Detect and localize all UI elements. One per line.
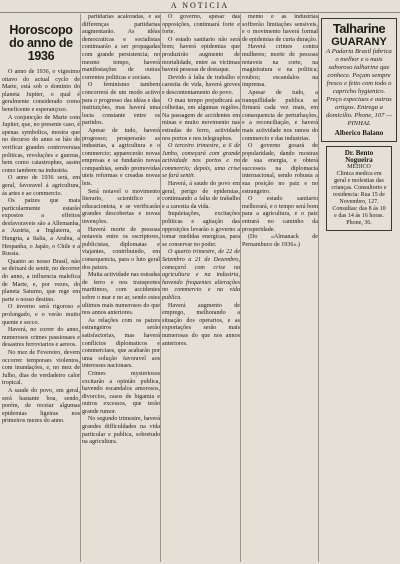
article-paragraph: Apesar de tudo, haverá progresso; prosperarão as industrias, a agricultura e o commercio; apparecerão novas empresas e se fundarão novas companhias, sendo promovidas uteis reformas e creadas novas leis. — [82, 127, 160, 188]
ad-subtitle: GUARANY — [331, 36, 387, 48]
column-4 — [242, 14, 318, 562]
article-paragraph: O anno de 1936 será, em geral, favoravel á agricultura, ás artes e ao commercio. — [2, 175, 80, 197]
ad-owner: Alberico Balano — [334, 129, 384, 137]
article-paragraph: O feminismo tambem concorrerá de um modo activo para o progresso das idéas e das instituições, mas haverá uma lucta constante entre os partidos. — [82, 82, 160, 127]
article-paragraph: O mau tempo prejudicará as colheitas, em algumas regiões. Na passagem de accidentes em minas e muito movimento nas estradas de ferro, actividade nos portos e nos telegraphos. — [162, 97, 240, 142]
article-source: (Do «Almanack de Pernambuco de 1936».) — [242, 234, 318, 248]
article-paragraph: Quanto ao nosso Brasil, não se deixará de sentir, no decorrer do anno, a influencia malefica de Marte, e, por vezes, do planeta Saturno, que rege em parte o nosso destino. — [2, 258, 80, 303]
doctor-name: Dr. Bento Nogueira — [344, 148, 374, 164]
article-paragraph: Haverá augmento de emprego, melhorando a situação dos operarios, e as exportações serão mais numerosas do que nos annos anteriores. — [162, 302, 240, 347]
article-paragraph: No mez de Fevereiro, devem occorrer temporaes violentos, com inundações, e, no mez de Julho, dias de verdadeiro calor tropical. — [2, 349, 80, 387]
article-paragraph: Devido á falta de trabalho e carestia de vida, haverá greves e descontentamento do povo. — [162, 74, 240, 96]
column-rule — [160, 14, 161, 562]
masthead: A NOTICIA — [0, 0, 400, 13]
article-paragraph: O estado sanitario melhorará, e o tempo será bom para a agricultura, e o paiz entrará no caminho da prosperidade. — [242, 196, 318, 233]
article-paragraph: O inverno será rigoroso e prolongado, e o verão muito quente e secco. — [2, 304, 80, 326]
article-paragraph: O quarto trimestre, de 22 de Setembro a 21 de Dezembro, começará com crise na agricultura e na industria, havendo frequentes alterações no commercio e na vida publica. — [162, 249, 240, 301]
article-paragraph: Haverá crimes contra mulheres; morte de pessoas notaveis na corte, na magistratura e na politica; roubos; escandalos na imprensa. — [242, 44, 318, 89]
article-paragraph: O estado sanitario não será bom; haverá epidemias que produzirão augmento de mortalidade, entre as victimas haverá pessoas de destaque. — [162, 36, 240, 74]
column-2 — [82, 14, 160, 562]
article-paragraph: Apesar de tudo, a tranquillidade publica se firmará cada vez mais, em consequencia de perturbações, e a reconciliação, e haverá mais actividade nos ramos do commercio e das industrias. — [242, 89, 318, 142]
article-paragraph: O governo, apesar das opposições, continuará forte e forte. — [162, 14, 240, 36]
article-paragraph: Haverá morte de pessoas notaveis entre os escriptores, publicistas, diplomatas e viajantes, contribuindo, em consequencia, para o luto geral dos paizes. — [82, 226, 160, 271]
column-rule — [240, 14, 241, 562]
article-paragraph: partidarias acaloradas, e as differenças partidarias augmentarão. As idéas democraticas e socialistas continuarão a ser propagadas com grande persistencia; no mesmo tempo, haverá manifestações de outras correntes politicas e sociaes. — [82, 14, 160, 81]
article-paragraph: O terceiro trimestre, a 6 de Junho, começará com grande actividade nos portos e no commercio; depois, uma crise se fará sentir. — [162, 143, 240, 180]
article-paragraph: No segundo trimestre, haverá grandes difficuldades na vida particular e publica, sobretudo na agricultura. — [82, 416, 160, 446]
article-paragraph: Muita actividade nas estradas de ferro e nos transportes maritimos, com accidentes sobre o mar e no ar, sendo estes ultimos mais numerosos do que nos annos anteriores. — [82, 272, 160, 317]
article-paragraph: Inquietações, excitações politicas e agitação das opposições levarão o governo a tomar medidas energicas, para se conservar no poder. — [162, 211, 240, 248]
article-headline: Horoscopo do anno de 1936 — [9, 23, 73, 63]
doctor-details: Clinica medica em geral e molestias das crianças. Consultorio e residencia: Rua 15 de Novembro, 127. Consultas: das 8 ás 10 e das 14 ás 16 horas. Phone, 36. — [331, 170, 387, 226]
column-rule — [80, 14, 81, 562]
doctor-advertisement — [326, 146, 392, 231]
ad-body: A Padaria Brasil fabrica o melhor e o mais saboroso talharine que conhece. Peçam sempre fresco e feito com todo o capricho hygienico. Preço especiaes e outras artigos. Entrega a domicilio. Phone, 107 — PINHAL — [326, 48, 392, 127]
column-5-ads — [320, 14, 398, 562]
column-rule — [318, 14, 319, 562]
column-3 — [162, 14, 240, 562]
ad-title: Talharine — [332, 21, 386, 36]
article-paragraph: mento e as industrias soffrerão limitações sensiveis, e o movimento haverá formal de epidemias de curta duração. — [242, 14, 318, 43]
article-paragraph: A saude do povo, em geral, será bastante boa, sendo, porém, de receiar algumas epidemias ligeiras nos primeiros mezes do anno. — [2, 387, 80, 425]
article-paragraph: Será notavel o movimento literario, scientifico e educacionista, e se verificarão grandes descobertas e novas invenções. — [82, 188, 160, 226]
doctor-role: MEDICO — [347, 163, 371, 170]
column-1 — [2, 14, 80, 562]
article-paragraph: O governo gosará de popularidade, dando mostras de sua energia, e obterá successos na diplomacia internacional, sendo robusta a sua posição no paiz e no estrangeiro. — [242, 143, 318, 195]
article-paragraph: Haverá, á saude do povo em geral, perigo de epidemias, continuando a falta de trabalho e a carestia da vida. — [162, 181, 240, 210]
article-paragraph: Haverá, no correr do anno, numerosos crimes passionaes e desastres ferroviarios e aereos. — [2, 327, 80, 349]
talharine-advertisement — [321, 18, 397, 142]
article-paragraph: Os paizes que mais particularmente estarão expostos a effeitos desfavoraveis são a Allemanha, a Austria, a Inglaterra, a Hungria, a Italia, a Arabia, a Hespanha, o Japão, o Chile e a Russia. — [2, 198, 80, 258]
article-paragraph: Crimes mysteriosos excitarão a opinião publica, havendo escandalos amorosos, divorcios, casos de bigamia e outros excessos, que terão grande rumor. — [82, 370, 160, 415]
article-paragraph: As relações com os paizes estrangeiros serão satisfactorias, mas haverá conflictos diplomaticos e commerciaes, que acabarão por uma solução favoravel aos interesses nacionaes. — [82, 317, 160, 370]
article-paragraph: A conjuncção de Marte com Jupiter, que, no presente caso, é apenas symbolica, mostra que no decurso do anno se hão de verificar grandes controversias politicas, revoluções e guerras, bem como catastrophes, assim como tambem na industria. — [2, 114, 80, 174]
article-paragraph: O anno de 1936, o vigesimo oitavo do actual cyclo de Marte, está sob o dominio do planeta Jupiter, o qual é geralmente considerado como beneficente e esperançoso. — [2, 69, 80, 113]
